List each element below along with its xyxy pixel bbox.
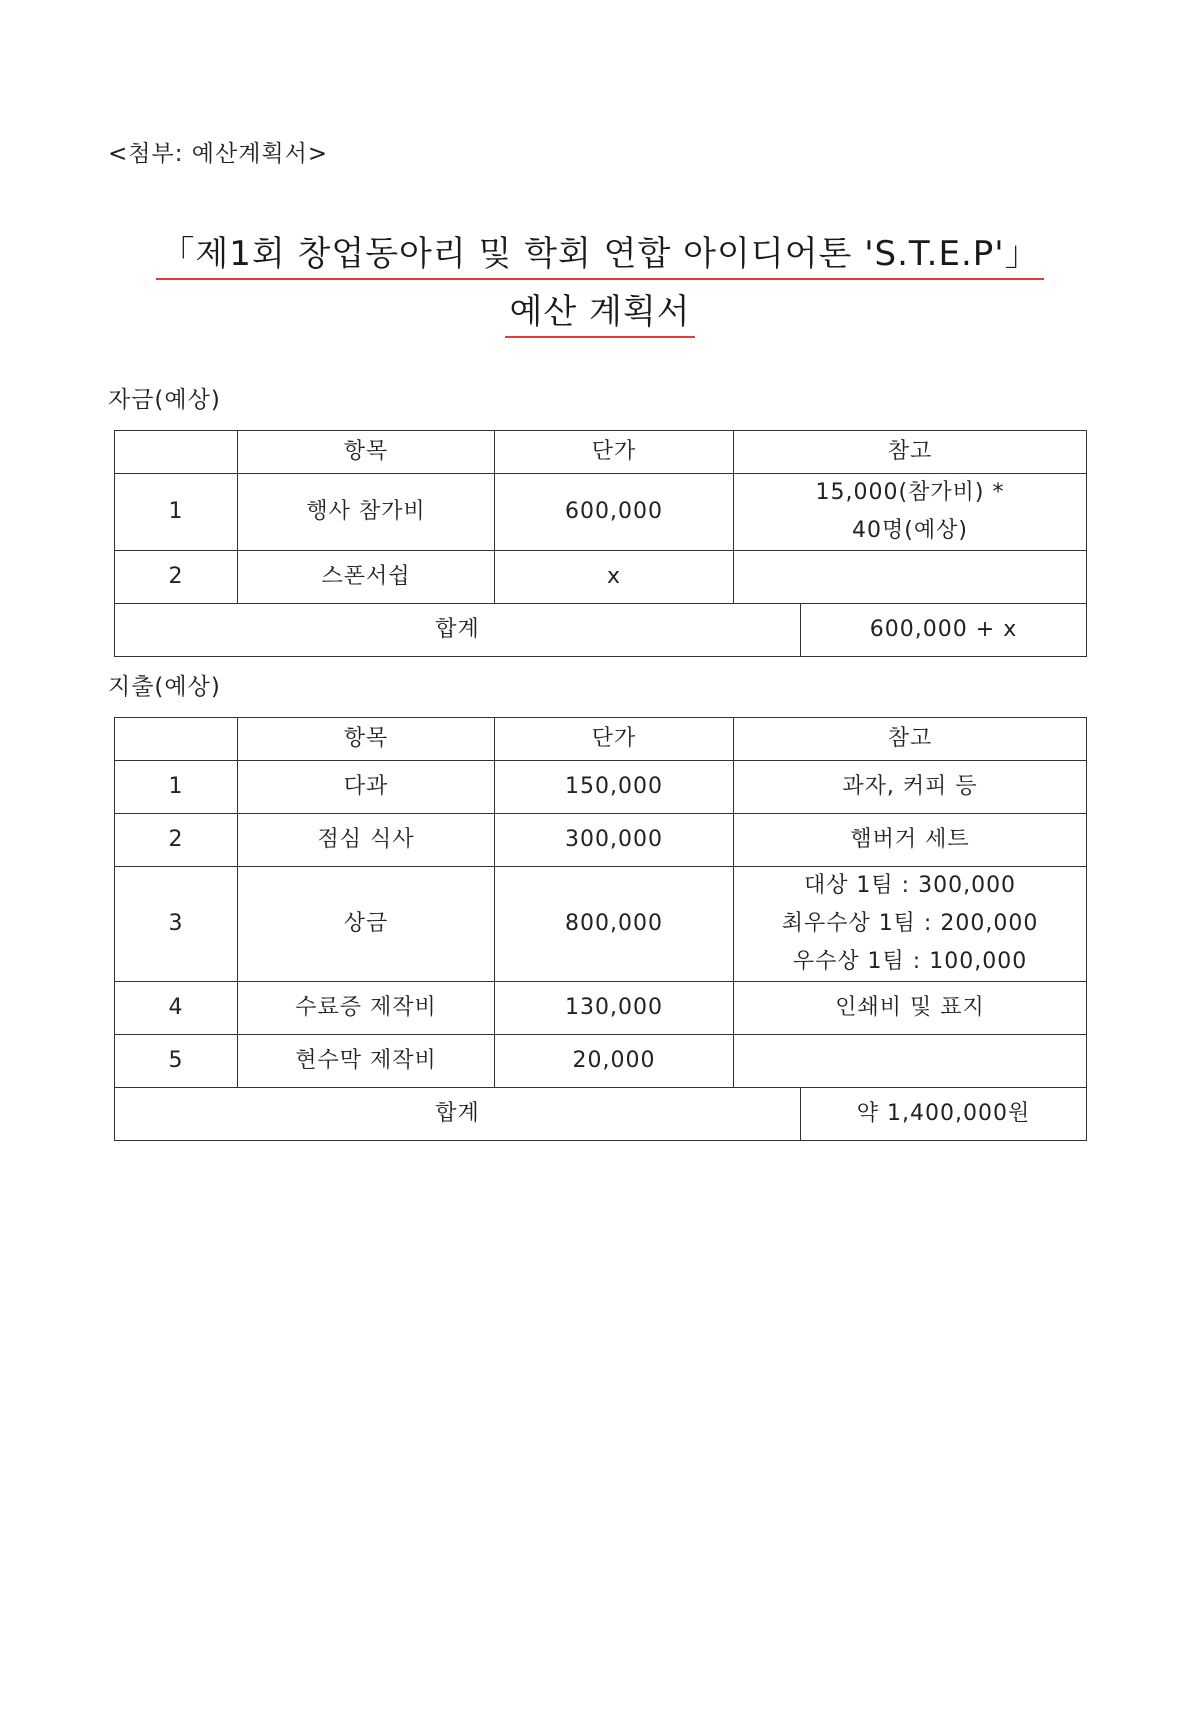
expense-row-note: 햄버거 세트 — [734, 814, 1087, 867]
expense-row-no: 2 — [115, 814, 238, 867]
expense-row-note-line3: 우수상 1팀 : 100,000 — [792, 949, 1028, 974]
income-row-note — [734, 551, 1087, 604]
expense-header-row — [115, 718, 1087, 761]
expense-total-row — [115, 1088, 1087, 1141]
expense-row-note: 과자, 커피 등 — [734, 761, 1087, 814]
income-row-note — [734, 474, 1087, 551]
expense-row-price: 800,000 — [495, 867, 734, 982]
expense-row-price: 20,000 — [495, 1035, 734, 1088]
income-section-label: 자금(예상) — [108, 387, 221, 413]
table-row — [115, 1035, 1087, 1088]
table-row — [115, 982, 1087, 1035]
expense-total-value: 약 1,400,000원 — [801, 1088, 1087, 1141]
expense-header-price: 단가 — [495, 718, 734, 761]
expense-row-item: 점심 식사 — [238, 814, 495, 867]
expense-row-note: 인쇄비 및 표지 — [734, 982, 1087, 1035]
expense-row-price: 300,000 — [495, 814, 734, 867]
expense-row-no: 1 — [115, 761, 238, 814]
expense-row-note — [734, 1035, 1087, 1088]
expense-row-item: 현수막 제작비 — [238, 1035, 495, 1088]
expense-header-note: 참고 — [734, 718, 1087, 761]
expense-row-no: 4 — [115, 982, 238, 1035]
expense-section-label: 지출(예상) — [108, 674, 221, 700]
expense-table — [114, 717, 1087, 1141]
income-header-item: 항목 — [238, 431, 495, 474]
table-row — [115, 474, 1087, 551]
income-header-price: 단가 — [495, 431, 734, 474]
attachment-label: <첨부: 예산계획서> — [108, 141, 329, 167]
expense-row-note-line1: 대상 1팀 : 300,000 — [803, 873, 1017, 898]
expense-row-price: 150,000 — [495, 761, 734, 814]
expense-header-no — [115, 718, 238, 761]
income-row-note-line2: 40명(예상) — [852, 518, 968, 543]
expense-header-item: 항목 — [238, 718, 495, 761]
document-title-line2-text: 예산 계획서 — [505, 292, 694, 338]
income-row-item: 행사 참가비 — [238, 474, 495, 551]
income-header-row — [115, 431, 1087, 474]
expense-total-label: 합계 — [115, 1088, 801, 1141]
document-title-line1 — [0, 226, 1200, 275]
expense-row-item: 다과 — [238, 761, 495, 814]
table-row — [115, 551, 1087, 604]
expense-row-no: 3 — [115, 867, 238, 982]
table-row — [115, 867, 1087, 982]
income-total-value: 600,000 + x — [801, 604, 1087, 657]
document-title-line2 — [0, 284, 1200, 333]
income-row-no: 1 — [115, 474, 238, 551]
table-row — [115, 761, 1087, 814]
expense-row-note-line2: 최우수상 1팀 : 200,000 — [781, 911, 1039, 936]
document-title-line1-text: 「제1회 창업동아리 및 학회 연합 아이디어톤 'S.T.E.P'」 — [156, 234, 1043, 280]
income-row-note-line1: 15,000(참가비) * — [815, 480, 1005, 505]
income-row-price: 600,000 — [495, 474, 734, 551]
income-row-no: 2 — [115, 551, 238, 604]
income-total-label: 합계 — [115, 604, 801, 657]
income-row-item: 스폰서쉽 — [238, 551, 495, 604]
expense-row-item: 상금 — [238, 867, 495, 982]
expense-row-no: 5 — [115, 1035, 238, 1088]
expense-row-item: 수료증 제작비 — [238, 982, 495, 1035]
expense-row-note — [734, 867, 1087, 982]
expense-row-price: 130,000 — [495, 982, 734, 1035]
income-total-row — [115, 604, 1087, 657]
table-row — [115, 814, 1087, 867]
income-header-no — [115, 431, 238, 474]
income-table — [114, 430, 1087, 657]
income-row-price: x — [495, 551, 734, 604]
income-header-note: 참고 — [734, 431, 1087, 474]
